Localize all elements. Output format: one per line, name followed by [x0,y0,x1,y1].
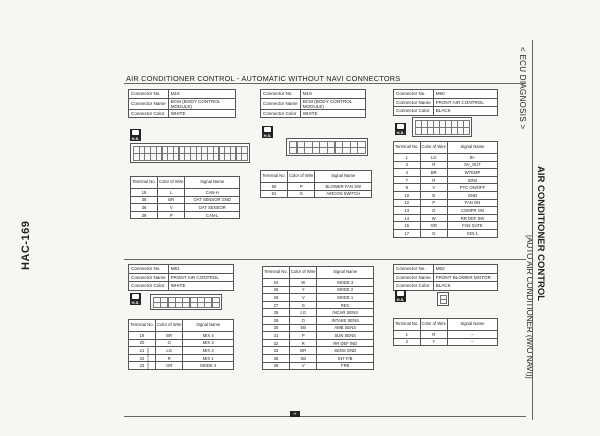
table-row: 7 R IGN2 [394,176,498,184]
table-row: 29 O INTAKE SENS [263,316,374,324]
m51-pin-table: Terminal No. Color of Wire Signal Name 19 BR MIX 4 20 G MIX 3 21 LG MIX 2 22 R MIX 1 23 GR MODE 4 [128,319,234,370]
table-row: 19 BR MIX 4 [129,332,234,340]
table-row: 23 GR MODE 4 [129,362,234,370]
right-rule [532,40,533,420]
connector-terminal-cell [241,153,248,161]
hs-icon: H.S. [395,290,406,302]
table-row: 36 V FRE [263,362,374,370]
hs-icon: H.S. [395,123,406,135]
table-row: 36 V OAT SENSOR [131,204,240,212]
table-row: 28 LG INCAR SENS [263,309,374,317]
table-row: 4 BR WTEMP [394,169,498,177]
table-row: 22 R MIX 1 [129,354,234,362]
connector-terminal-cell [357,147,365,154]
table-row: 1 LG B+ [394,154,498,162]
right-title: AIR CONDITIONER CONTROL [535,166,546,302]
m51-connector-diagram [150,294,222,310]
table-row: 35 BR OAT SENSOR GND [131,196,240,204]
table-row: 8 V PTC ON/OFF [394,184,498,192]
table-row: 15 GR FAN GATE [394,222,498,230]
hs-icon: H.S. [130,129,141,141]
table-row: 13 O COMPR ON [394,207,498,215]
m51-info-table: Connector No. M51 Connector Name FRONT AIR CONTROL Connector Color WHITE [128,264,234,291]
hs-icon: H.S. [130,293,141,305]
table-row: 2 Y – [394,338,498,346]
table-row: 17 O IGN 1 [394,229,498,237]
table-row: 3 R SV_OUT [394,161,498,169]
m19-connector-diagram [286,138,368,156]
table-row: 35 SB INT F/B [263,354,374,362]
m62-pin-table: Terminal No. Color of Wire Signal Name 1 R – 2 Y – [393,318,498,346]
table-row: 19 L CAN-H [131,189,240,197]
table-row: 33 BR SENS GND [263,347,374,355]
section-tab: H [290,411,300,417]
table-row: 32 R RR DEF IND [263,339,374,347]
page-number: HAC-169 [20,220,32,270]
page-title: AIR CONDITIONER CONTROL - AUTOMATIC WITHOUT NAVI CONNECTORS [126,74,401,83]
table-row: 27 G REC [263,301,374,309]
m50-connector-diagram [412,117,472,137]
table-row: 50 P BLOWER FAN SW [261,183,372,191]
m16-connector-diagram [130,143,250,163]
m51-continued-pin-table: Terminal No. Color of Wire Signal Name 24 W MODE 3 25 Y MODE 2 26 V MODE 1 27 G REC 28 LG INCAR SENS 29 O INTAKE SENS 30 SB AMB SENS 31 P SUN SENS 32 R RR DEF IND 33 BR SENS GND 35 SB INT F/B 36 V FRE [262,266,374,370]
right-subtitle: [AUTO AIR CONDITIONER (W/O NAVI)] [525,235,534,379]
m62-info-table: Connector No. M62 Connector Name FRONT BLOWER MOTOR Connector Color BLACK [393,264,498,291]
table-row: 24 W MODE 3 [263,279,374,287]
m16-pin-table: Terminal No. Color of Wire Signal Name 19 L CAN-H 35 BR OAT SENSOR GND 36 V OAT SENSOR 39 P CAN-L [130,176,240,219]
m16-info-table: Connector No. M16 Connector Name BCM (BODY CONTROL MODULE) Connector Color WHITE [128,89,236,118]
table-row: 39 P CAN-L [131,211,240,219]
section-label: < ECU DIAGNOSIS > [518,47,527,130]
bottom-rule [124,416,526,417]
mid-rule [124,259,526,260]
table-row: 25 Y MODE 2 [263,286,374,294]
figure-code: ALMIAC2056GB [146,347,150,370]
connector-terminal-cell [212,302,220,308]
m19-pin-table: Terminal No. Color of Wire Signal Name 50 P BLOWER FAN SW 61 G AIRCON SWITCH [260,170,372,198]
table-row: 30 SB AMB SENS [263,324,374,332]
table-row: 14 W RR DEF SW [394,214,498,222]
table-row: 21 LG MIX 2 [129,347,234,355]
table-row: 12 P FAN ON [394,199,498,207]
connector-terminal-cell [440,299,447,304]
table-row: 31 P SUN SENS [263,332,374,340]
m50-info-table: Connector No. M50 Connector Name FRONT AIR CONTROL Connector Color BLACK [393,89,498,116]
m62-connector-diagram [437,292,449,306]
connector-terminal-cell [463,127,470,135]
m50-pin-table: Terminal No. Color of Wire Signal Name 1 LG B+ 3 R SV_OUT 4 BR WTEMP 7 R IGN2 8 V PTC ON/OFF 10 B GND 12 P FAN ON 13 O COMPR ON 14 W RR DEF SW 15 GR FAN GATE 17 O IGN 1 [393,141,498,238]
title-rule [124,83,526,84]
table-row: 61 G AIRCON SWITCH [261,190,372,198]
table-row: 10 B GND [394,191,498,199]
table-row: 1 R – [394,331,498,339]
hs-icon: H.S. [262,126,273,138]
table-row: 26 V MODE 1 [263,294,374,302]
m19-info-table: Connector No. M19 Connector Name BCM (BODY CONTROL MODULE) Connector Color WHITE [260,89,366,118]
table-row: 20 G MIX 3 [129,339,234,347]
